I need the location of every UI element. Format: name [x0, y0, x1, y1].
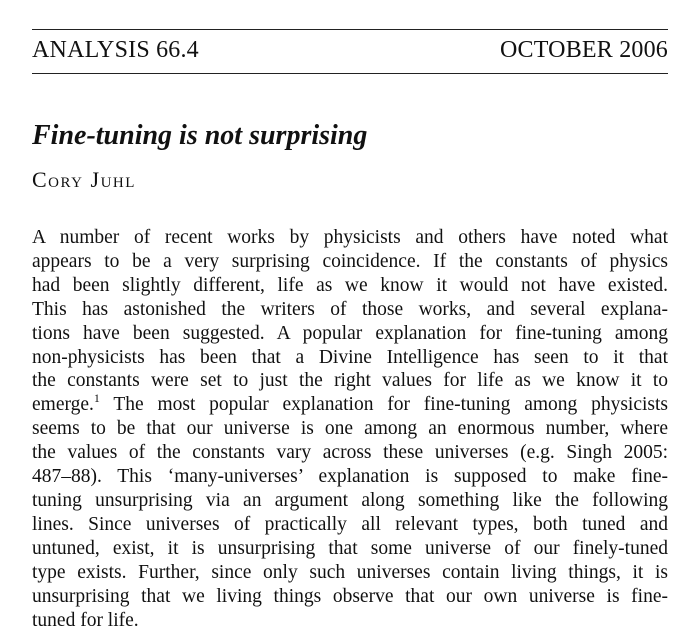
body-line: had been slightly different, life as we know it would not have existed. [32, 274, 668, 296]
article-author: Cory Juhl [32, 167, 136, 192]
body-line: seems to be that our universe is one among an enormous number, where [32, 418, 668, 440]
body-line: lines. Since universes of practically all relevant types, both tuned and [32, 513, 668, 535]
body-line: 487–88). This ‘many-universes’ explanation is supposed to make fine- [32, 466, 668, 488]
body-line: untuned, exist, it is unsurprising that some universe of our finely-tuned [32, 537, 668, 559]
header-rule-top [32, 29, 668, 30]
article-title: Fine-tuning is not surprising [32, 120, 368, 151]
body-line: tuning unsurprising via an argument along something like the following [32, 489, 668, 511]
issue-date: OCTOBER 2006 [500, 37, 668, 63]
line-start: emerge. [32, 394, 94, 416]
body-line: A number of recent works by physicists and others have noted what [32, 227, 668, 248]
body-line: appears to be a very surprising coincidence. If the constants of physics [32, 250, 668, 272]
body-line: the constants were set to just the right values for life as we know it to [32, 370, 668, 392]
body-line-with-footnote [32, 393, 668, 417]
body-line: This has astonished the writers of those works, and several explana- [32, 298, 668, 320]
line-rest: The most popular explanation for fine-tuning among physicists [113, 394, 668, 416]
body-line: unsurprising that we living things observe that our own universe is fine- [32, 585, 668, 607]
journal-issue: ANALYSIS 66.4 [32, 37, 199, 63]
body-line: the values of the constants vary across these universes (e.g. Singh 2005: [32, 442, 668, 464]
article-body [32, 226, 668, 632]
body-line: tions have been suggested. A popular explanation for fine-tuning among [32, 322, 668, 344]
header-rule-bottom [32, 73, 668, 74]
footnote-marker[interactable]: 1 [93, 391, 100, 406]
body-line: tuned for life. [32, 609, 139, 631]
body-line: type exists. Further, since only such universes contain living things, it is [32, 561, 668, 583]
body-line: non-physicists has been that a Divine Intelligence has seen to it that [32, 346, 668, 368]
